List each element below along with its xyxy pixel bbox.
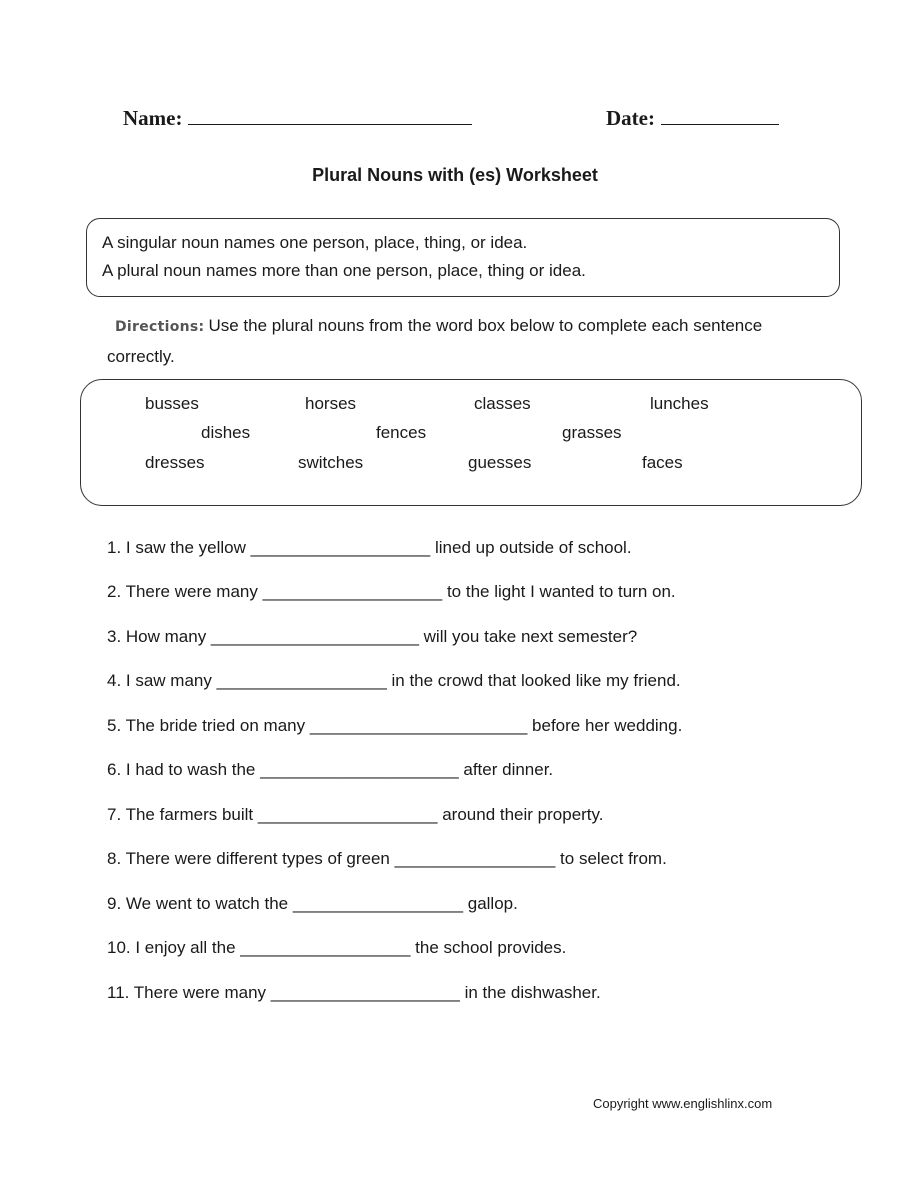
word-item: classes <box>474 394 531 413</box>
date-line <box>606 106 779 131</box>
name-field[interactable] <box>188 106 472 125</box>
question-7: 7. The farmers built ___________________ around their property. <box>107 805 604 824</box>
date-label: Date: <box>606 106 655 130</box>
directions-label: Directions: <box>115 319 205 335</box>
word-item: dresses <box>145 453 205 472</box>
singular-definition: A singular noun names one person, place, thing, or idea. <box>102 233 528 252</box>
question-10: 10. I enjoy all the __________________ the school provides. <box>107 938 567 957</box>
name-line <box>123 106 472 131</box>
directions-text: Use the plural nouns from the word box below to complete each sentence correctly. <box>107 316 763 366</box>
word-box <box>80 379 862 506</box>
definition-box <box>86 218 840 297</box>
question-8: 8. There were different types of green _________________ to select from. <box>107 849 667 868</box>
word-item: horses <box>305 394 357 413</box>
word-item: grasses <box>562 423 622 442</box>
question-4: 4. I saw many __________________ in the crowd that looked like my friend. <box>107 671 681 690</box>
question-3: 3. How many ______________________ will you take next semester? <box>107 627 638 646</box>
question-9: 9. We went to watch the __________________ gallop. <box>107 894 518 913</box>
copyright-text: Copyright www.englishlinx.com <box>593 1096 773 1111</box>
word-item: busses <box>145 394 199 413</box>
question-11: 11. There were many ____________________ in the dishwasher. <box>107 983 601 1002</box>
plural-definition: A plural noun names more than one person, place, thing or idea. <box>102 261 586 280</box>
word-item: lunches <box>650 394 709 413</box>
question-5: 5. The bride tried on many _______________________ before her wedding. <box>107 716 683 735</box>
name-label: Name: <box>123 106 183 130</box>
word-item: dishes <box>201 423 251 442</box>
directions <box>107 311 807 371</box>
word-item: fences <box>376 423 427 442</box>
date-field[interactable] <box>661 106 779 125</box>
question-1: 1. I saw the yellow ___________________ lined up outside of school. <box>107 538 632 557</box>
question-2: 2. There were many ___________________ to the light I wanted to turn on. <box>107 582 676 601</box>
word-item: switches <box>298 453 364 472</box>
word-item: faces <box>642 453 683 472</box>
worksheet-title: Plural Nouns with (es) Worksheet <box>312 165 598 185</box>
word-item: guesses <box>468 453 532 472</box>
question-6: 6. I had to wash the _____________________ after dinner. <box>107 760 554 779</box>
